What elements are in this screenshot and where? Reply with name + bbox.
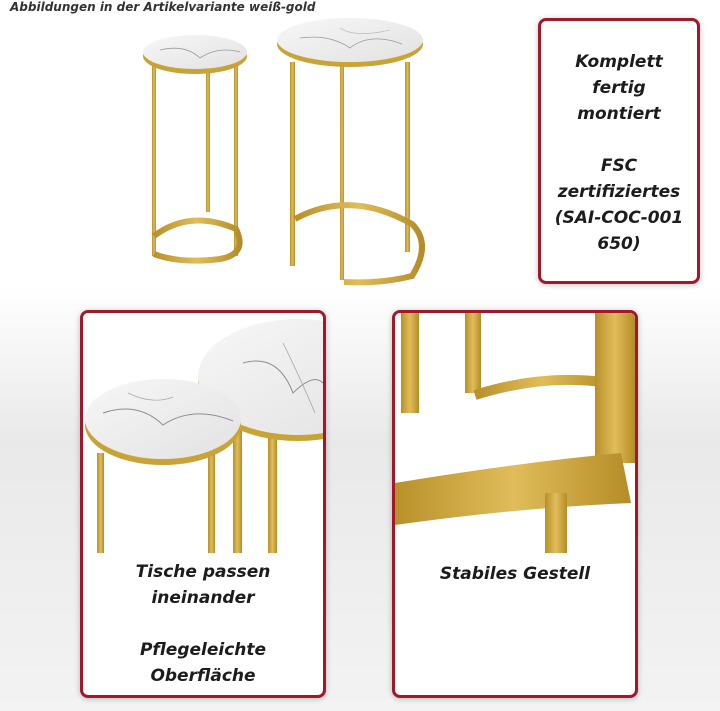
- info-line: zertifiziertes: [557, 182, 681, 202]
- feature-line: Stabiles Gestell: [439, 564, 591, 584]
- feature-line: Pflegeleichte: [139, 640, 267, 660]
- small-table: [143, 35, 247, 261]
- feature-line: Tische passen: [135, 562, 271, 582]
- info-box-assembly-fsc: [538, 18, 700, 284]
- large-table: [277, 18, 423, 282]
- image-caption: Abbildungen in der Artikelvariante weiß-gold: [10, 0, 316, 14]
- info-line: (SAI-COC-001: [554, 208, 684, 228]
- product-photo-nesting-tables: [140, 14, 440, 294]
- feature-line: Oberfläche: [150, 666, 256, 686]
- feature-card-nesting: [80, 310, 326, 698]
- feature-line: ineinander: [151, 588, 255, 608]
- info-line: montiert: [577, 104, 661, 124]
- closeup-photo-tabletops: [83, 313, 323, 553]
- info-line: fertig: [592, 78, 646, 98]
- info-line: FSC: [600, 156, 638, 176]
- info-line: Komplett: [575, 52, 663, 72]
- feature-card-frame: [392, 310, 638, 698]
- info-line: 650): [597, 234, 641, 254]
- closeup-photo-gold-frame: [395, 313, 635, 553]
